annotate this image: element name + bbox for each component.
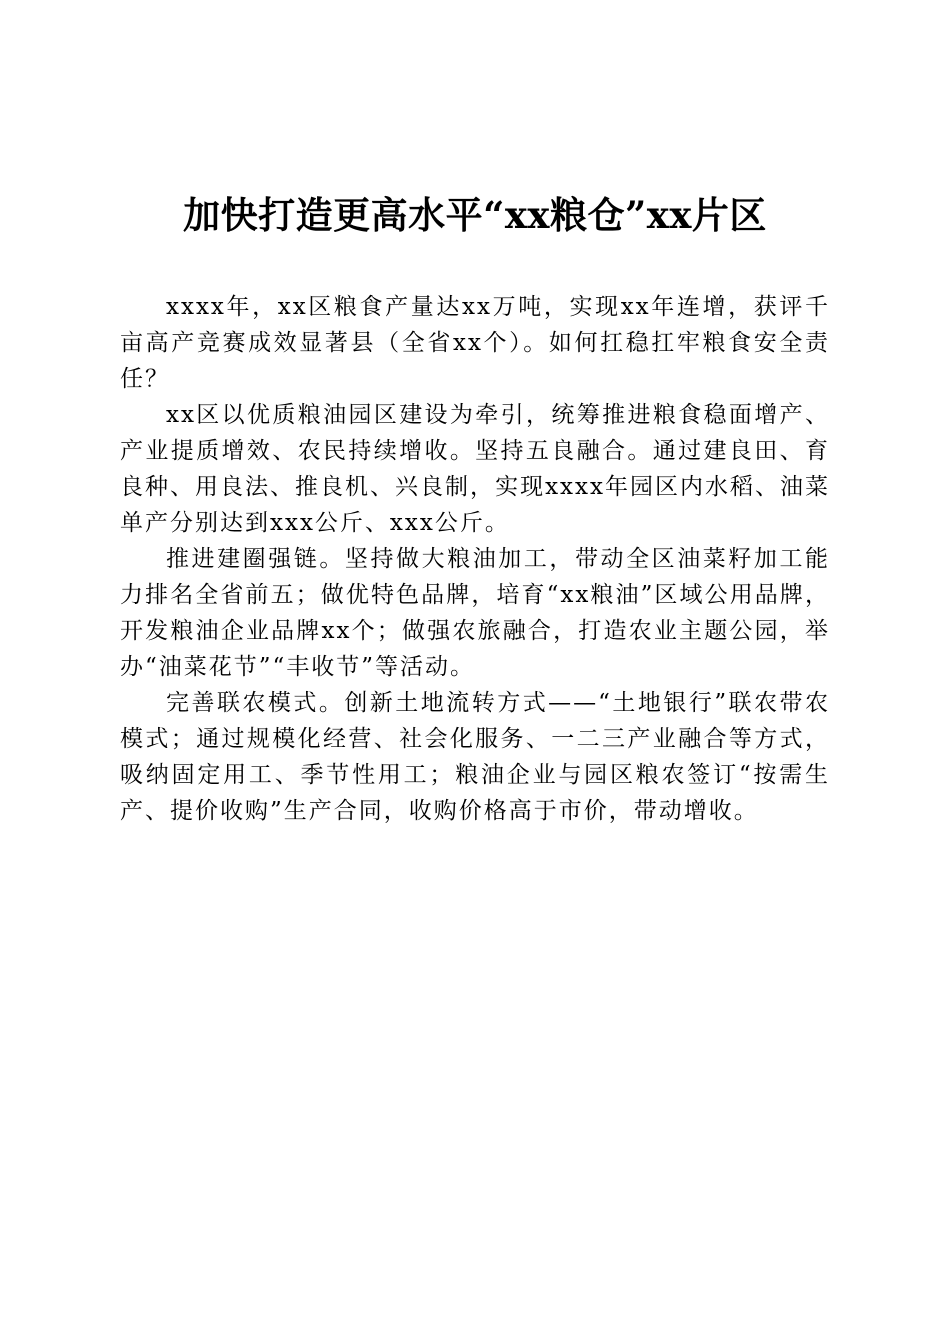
document-title: 加快打造更高水平“xx粮仓”xx片区 bbox=[183, 193, 767, 237]
document-body bbox=[120, 289, 830, 829]
paragraph-farmer-linkage: 完善联农模式。创新土地流转方式——“土地银行”联农带农模式；通过规模化经营、社会化服务、一二三产业融合等方式，吸纳固定用工、季节性用工；粮油企业与园区粮农签订“按需生产、提价收购”生产合同，收购价格高于市价，带动增收。 bbox=[120, 690, 830, 824]
paragraph-intro: xxxx年，xx区粮食产量达xx万吨，实现xx年连增，获评千亩高产竞赛成效显著县（全省xx个）。如何扛稳扛牢粮食安全责任？ bbox=[120, 294, 830, 392]
paragraph-build-chain: 推进建圈强链。坚持做大粮油加工，带动全区油菜籽加工能力排名全省前五；做优特色品牌，培育“xx粮油”区域公用品牌，开发粮油企业品牌xx个；做强农旅融合，打造农业主题公园，举办“油菜花节”“丰收节”等活动。 bbox=[120, 546, 830, 680]
paragraph-five-fine-integration: xx区以优质粮油园区建设为牵引，统筹推进粮食稳面增产、产业提质增效、农民持续增收。坚持五良融合。通过建良田、育良种、用良法、推良机、兴良制，实现xxxx年园区内水稻、油菜单产分别达到xxx公斤、xxx公斤。 bbox=[120, 402, 830, 536]
